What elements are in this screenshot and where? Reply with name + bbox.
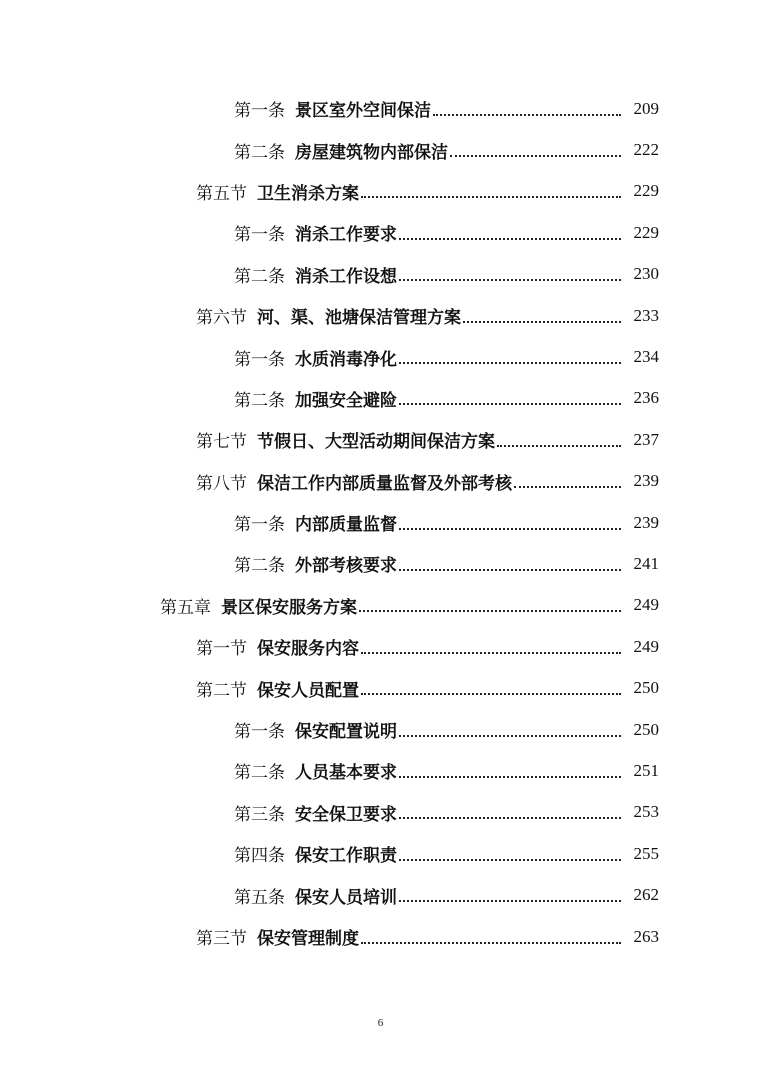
dot-leader <box>399 528 621 530</box>
toc-entry[interactable] <box>0 543 761 584</box>
toc-entry-title: 保安工作职责 <box>295 846 397 867</box>
toc-entry-title: 景区室外空间保洁 <box>295 101 431 122</box>
toc-entry-page: 236 <box>633 388 659 408</box>
toc-entry-title: 内部质量监督 <box>295 515 397 536</box>
toc-entry-number: 第四条 <box>234 846 285 867</box>
toc-entry-number: 第七节 <box>196 432 247 453</box>
toc-entry-number: 第六节 <box>196 308 247 329</box>
toc-entry-title: 水质消毒净化 <box>295 349 397 370</box>
toc-entry-page: 234 <box>633 347 659 367</box>
toc-entry-title: 消杀工作设想 <box>295 266 397 287</box>
toc-entry-page: 241 <box>633 553 659 573</box>
toc-entry-title: 保洁工作内部质量监督及外部考核 <box>257 473 512 494</box>
toc-entry-title: 保安管理制度 <box>257 929 359 949</box>
toc-entry-number: 第五章 <box>160 597 211 618</box>
toc-entry-title: 河、渠、池塘保洁管理方案 <box>257 308 461 329</box>
toc-entry[interactable] <box>0 792 761 833</box>
toc-entry-number: 第二条 <box>234 556 285 577</box>
toc-entry-number: 第一条 <box>234 101 285 122</box>
toc-entry-number: 第五条 <box>234 887 285 908</box>
toc-entry-number: 第一条 <box>234 225 285 246</box>
toc-entry[interactable] <box>0 254 761 295</box>
toc-entry[interactable] <box>0 502 761 543</box>
toc-entry-page: 239 <box>633 471 659 491</box>
toc-entry-page: 253 <box>633 802 659 822</box>
dot-leader <box>399 859 621 861</box>
toc-entry[interactable] <box>0 88 761 129</box>
dot-leader <box>399 735 621 737</box>
toc-entry-page: 237 <box>633 429 659 449</box>
toc-entry-page: 251 <box>633 760 659 780</box>
toc-entry-number: 第二条 <box>234 266 285 287</box>
toc-entry[interactable] <box>0 916 761 957</box>
toc-entry-title: 保安配置说明 <box>295 722 397 743</box>
toc-entry[interactable] <box>0 212 761 253</box>
toc-entry[interactable] <box>0 833 761 874</box>
dot-leader <box>450 155 621 157</box>
toc-entry[interactable] <box>0 626 761 667</box>
toc-entry-number: 第一条 <box>234 515 285 536</box>
dot-leader <box>361 693 621 695</box>
dot-leader <box>399 817 621 819</box>
toc-entry-title: 节假日、大型活动期间保洁方案 <box>257 432 495 453</box>
toc-entry-number: 第二条 <box>234 390 285 411</box>
toc-entry-number: 第一条 <box>234 722 285 743</box>
toc-entry[interactable] <box>0 129 761 170</box>
dot-leader <box>399 900 621 902</box>
dot-leader <box>399 279 621 281</box>
toc-entry-page: 249 <box>633 636 659 656</box>
toc-entry-page: 230 <box>633 264 659 284</box>
toc-entry-title: 加强安全避险 <box>295 390 397 411</box>
toc-entry-page: 222 <box>633 140 659 160</box>
toc-entry-title: 房屋建筑物内部保洁 <box>295 142 448 163</box>
dot-leader <box>399 776 621 778</box>
dot-leader <box>463 321 621 323</box>
dot-leader <box>359 610 621 612</box>
dot-leader <box>361 652 621 654</box>
dot-leader <box>433 114 621 116</box>
toc-entry-title: 外部考核要求 <box>295 556 397 577</box>
toc-entry-page: 263 <box>633 926 659 946</box>
toc-entry-title: 保安人员培训 <box>295 887 397 908</box>
dot-leader <box>514 486 621 488</box>
toc-entry-title: 人员基本要求 <box>295 763 397 784</box>
toc-entry-title: 保安人员配置 <box>257 680 359 701</box>
page-number-footer: 6 <box>377 1017 384 1029</box>
toc-entry-number: 第一节 <box>196 639 247 660</box>
toc-entry-title: 景区保安服务方案 <box>221 597 357 618</box>
toc-entry-number: 第二条 <box>234 763 285 784</box>
toc-entry[interactable] <box>0 336 761 377</box>
toc-entry[interactable] <box>0 585 761 626</box>
dot-leader <box>399 569 621 571</box>
toc-entry[interactable] <box>0 171 761 212</box>
toc-entry-page: 249 <box>633 595 659 615</box>
dot-leader <box>399 403 621 405</box>
toc-entry[interactable] <box>0 419 761 460</box>
dot-leader <box>361 196 621 198</box>
toc-entry-number: 第八节 <box>196 473 247 494</box>
toc-entry-page: 255 <box>633 843 659 863</box>
toc-entry-page: 262 <box>633 885 659 905</box>
toc-entry-title: 卫生消杀方案 <box>257 183 359 204</box>
toc-entry-number: 第二节 <box>196 680 247 701</box>
toc-entry-page: 250 <box>633 678 659 698</box>
toc-entry-title: 消杀工作要求 <box>295 225 397 246</box>
toc-entry-page: 229 <box>633 181 659 201</box>
toc-entry[interactable] <box>0 295 761 336</box>
toc-entry-page: 229 <box>633 222 659 242</box>
toc-entry[interactable] <box>0 378 761 419</box>
dot-leader <box>497 445 621 447</box>
toc-entry-number: 第五节 <box>196 183 247 204</box>
toc-entry[interactable] <box>0 750 761 791</box>
toc-entry-number: 第三条 <box>234 804 285 825</box>
toc-entry[interactable] <box>0 461 761 502</box>
toc-entry[interactable] <box>0 874 761 915</box>
toc-entry-title: 保安服务内容 <box>257 639 359 660</box>
toc-entry[interactable] <box>0 709 761 750</box>
toc-entry-page: 209 <box>633 98 659 118</box>
toc-entry-page: 233 <box>633 305 659 325</box>
dot-leader <box>399 362 621 364</box>
dot-leader <box>361 942 621 944</box>
toc-entry-page: 239 <box>633 512 659 532</box>
toc-entry[interactable] <box>0 667 761 708</box>
toc-entry-title: 安全保卫要求 <box>295 804 397 825</box>
table-of-contents <box>0 88 761 957</box>
dot-leader <box>399 238 621 240</box>
toc-entry-number: 第三节 <box>196 929 247 949</box>
toc-entry-page: 250 <box>633 719 659 739</box>
toc-entry-number: 第一条 <box>234 349 285 370</box>
toc-entry-number: 第二条 <box>234 142 285 163</box>
